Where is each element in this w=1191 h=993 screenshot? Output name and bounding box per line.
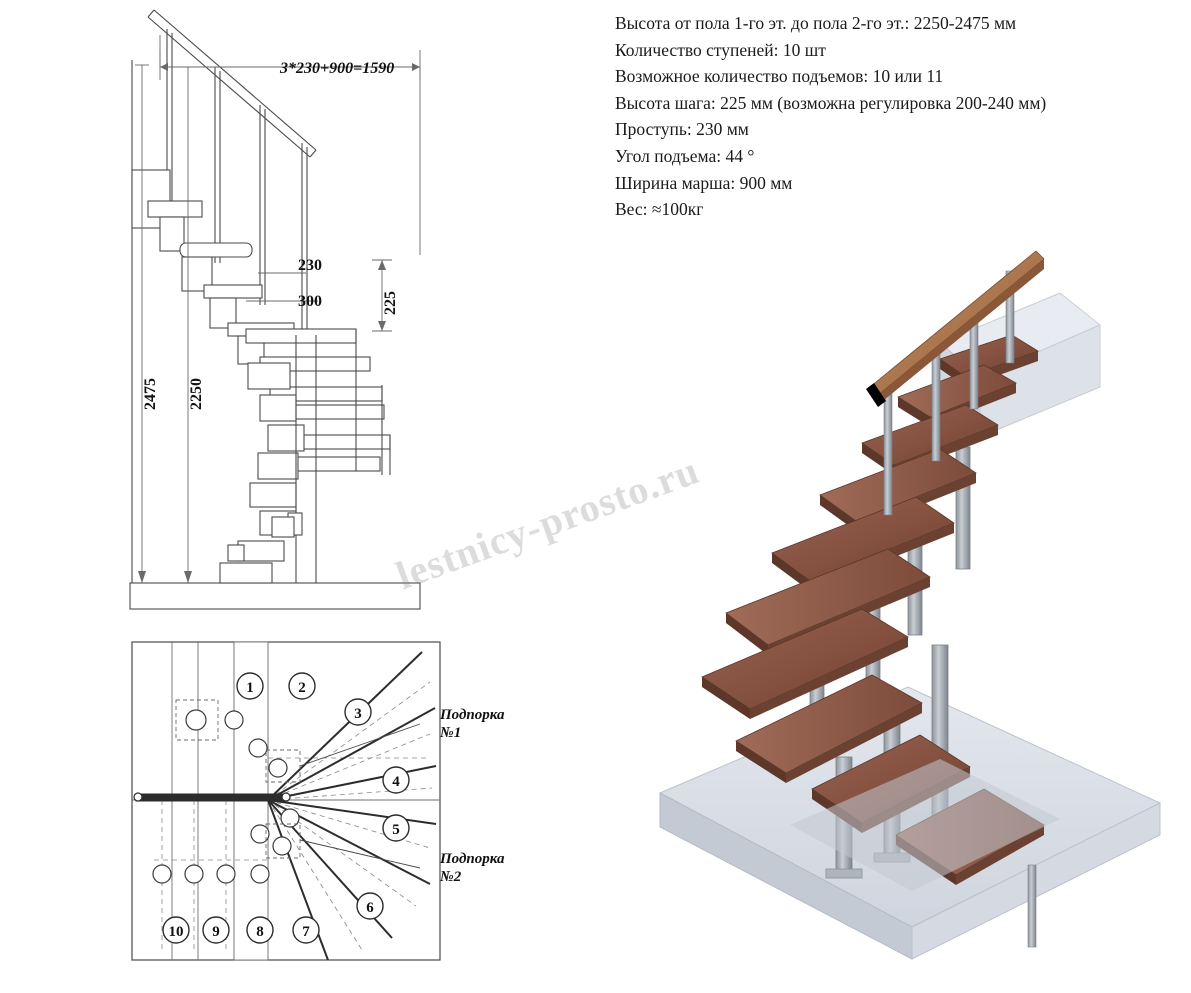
plan-step-number-10: 10 <box>168 924 184 940</box>
support-note-2-line1: Подпорка <box>440 851 505 867</box>
side-elevation-drawing <box>120 5 540 625</box>
spec-line-angle: Угол подъема: 44 ° <box>615 145 755 166</box>
dim-tread: 230 <box>298 257 322 274</box>
spec-line-width: Ширина марша: 900 мм <box>615 172 793 193</box>
spec-line-floor-height: Высота от пола 1-го эт. до пола 2-го эт.: 2250-2475 мм <box>615 13 1017 33</box>
plan-step-number-9: 9 <box>212 924 220 940</box>
plan-step-number-6: 6 <box>366 900 374 916</box>
dim-total-height-inner: 2250 <box>188 378 205 410</box>
watermark: lestnicy-prosto.ru <box>390 447 705 599</box>
dim-top-run: 3*230+900=1590 <box>280 60 395 77</box>
plan-handrail <box>134 793 290 801</box>
plan-step-number-1: 1 <box>246 680 254 696</box>
dim-overhang: 300 <box>298 293 322 310</box>
support-note-2 <box>440 850 504 886</box>
floor-slab <box>130 583 420 609</box>
spec-line-tread: Проступь: 230 мм <box>615 119 749 140</box>
plan-step-number-3: 3 <box>354 706 362 722</box>
elevation-svg <box>120 5 540 625</box>
support-note-2-line2: №2 <box>440 869 462 885</box>
plan-svg <box>130 638 550 968</box>
plan-view-drawing <box>130 638 550 968</box>
render-svg <box>640 175 1185 975</box>
spec-line-weight: Вес: ≈100кг <box>615 199 704 220</box>
plan-step-number-2: 2 <box>298 680 306 696</box>
dim-total-height-outer: 2475 <box>142 378 159 410</box>
spec-line-step-height: Высота шага: 225 мм (возможна регулировка 200-240 мм) <box>615 92 1047 113</box>
dim-riser: 225 <box>382 291 399 315</box>
plan-step-number-7: 7 <box>302 924 310 940</box>
plan-step-number-5: 5 <box>392 822 400 838</box>
plan-step-number-4: 4 <box>392 774 400 790</box>
support-note-1 <box>440 706 504 742</box>
spec-line-rise-count: Возможное количество подъемов: 10 или 11 <box>615 66 944 87</box>
support-note-1-line2: №1 <box>440 725 462 741</box>
stair-3d-render <box>640 175 1185 975</box>
plan-step-number-8: 8 <box>256 924 264 940</box>
spec-line-step-count: Количество ступеней: 10 шт <box>615 39 826 60</box>
support-note-1-line1: Подпорка <box>440 707 505 723</box>
